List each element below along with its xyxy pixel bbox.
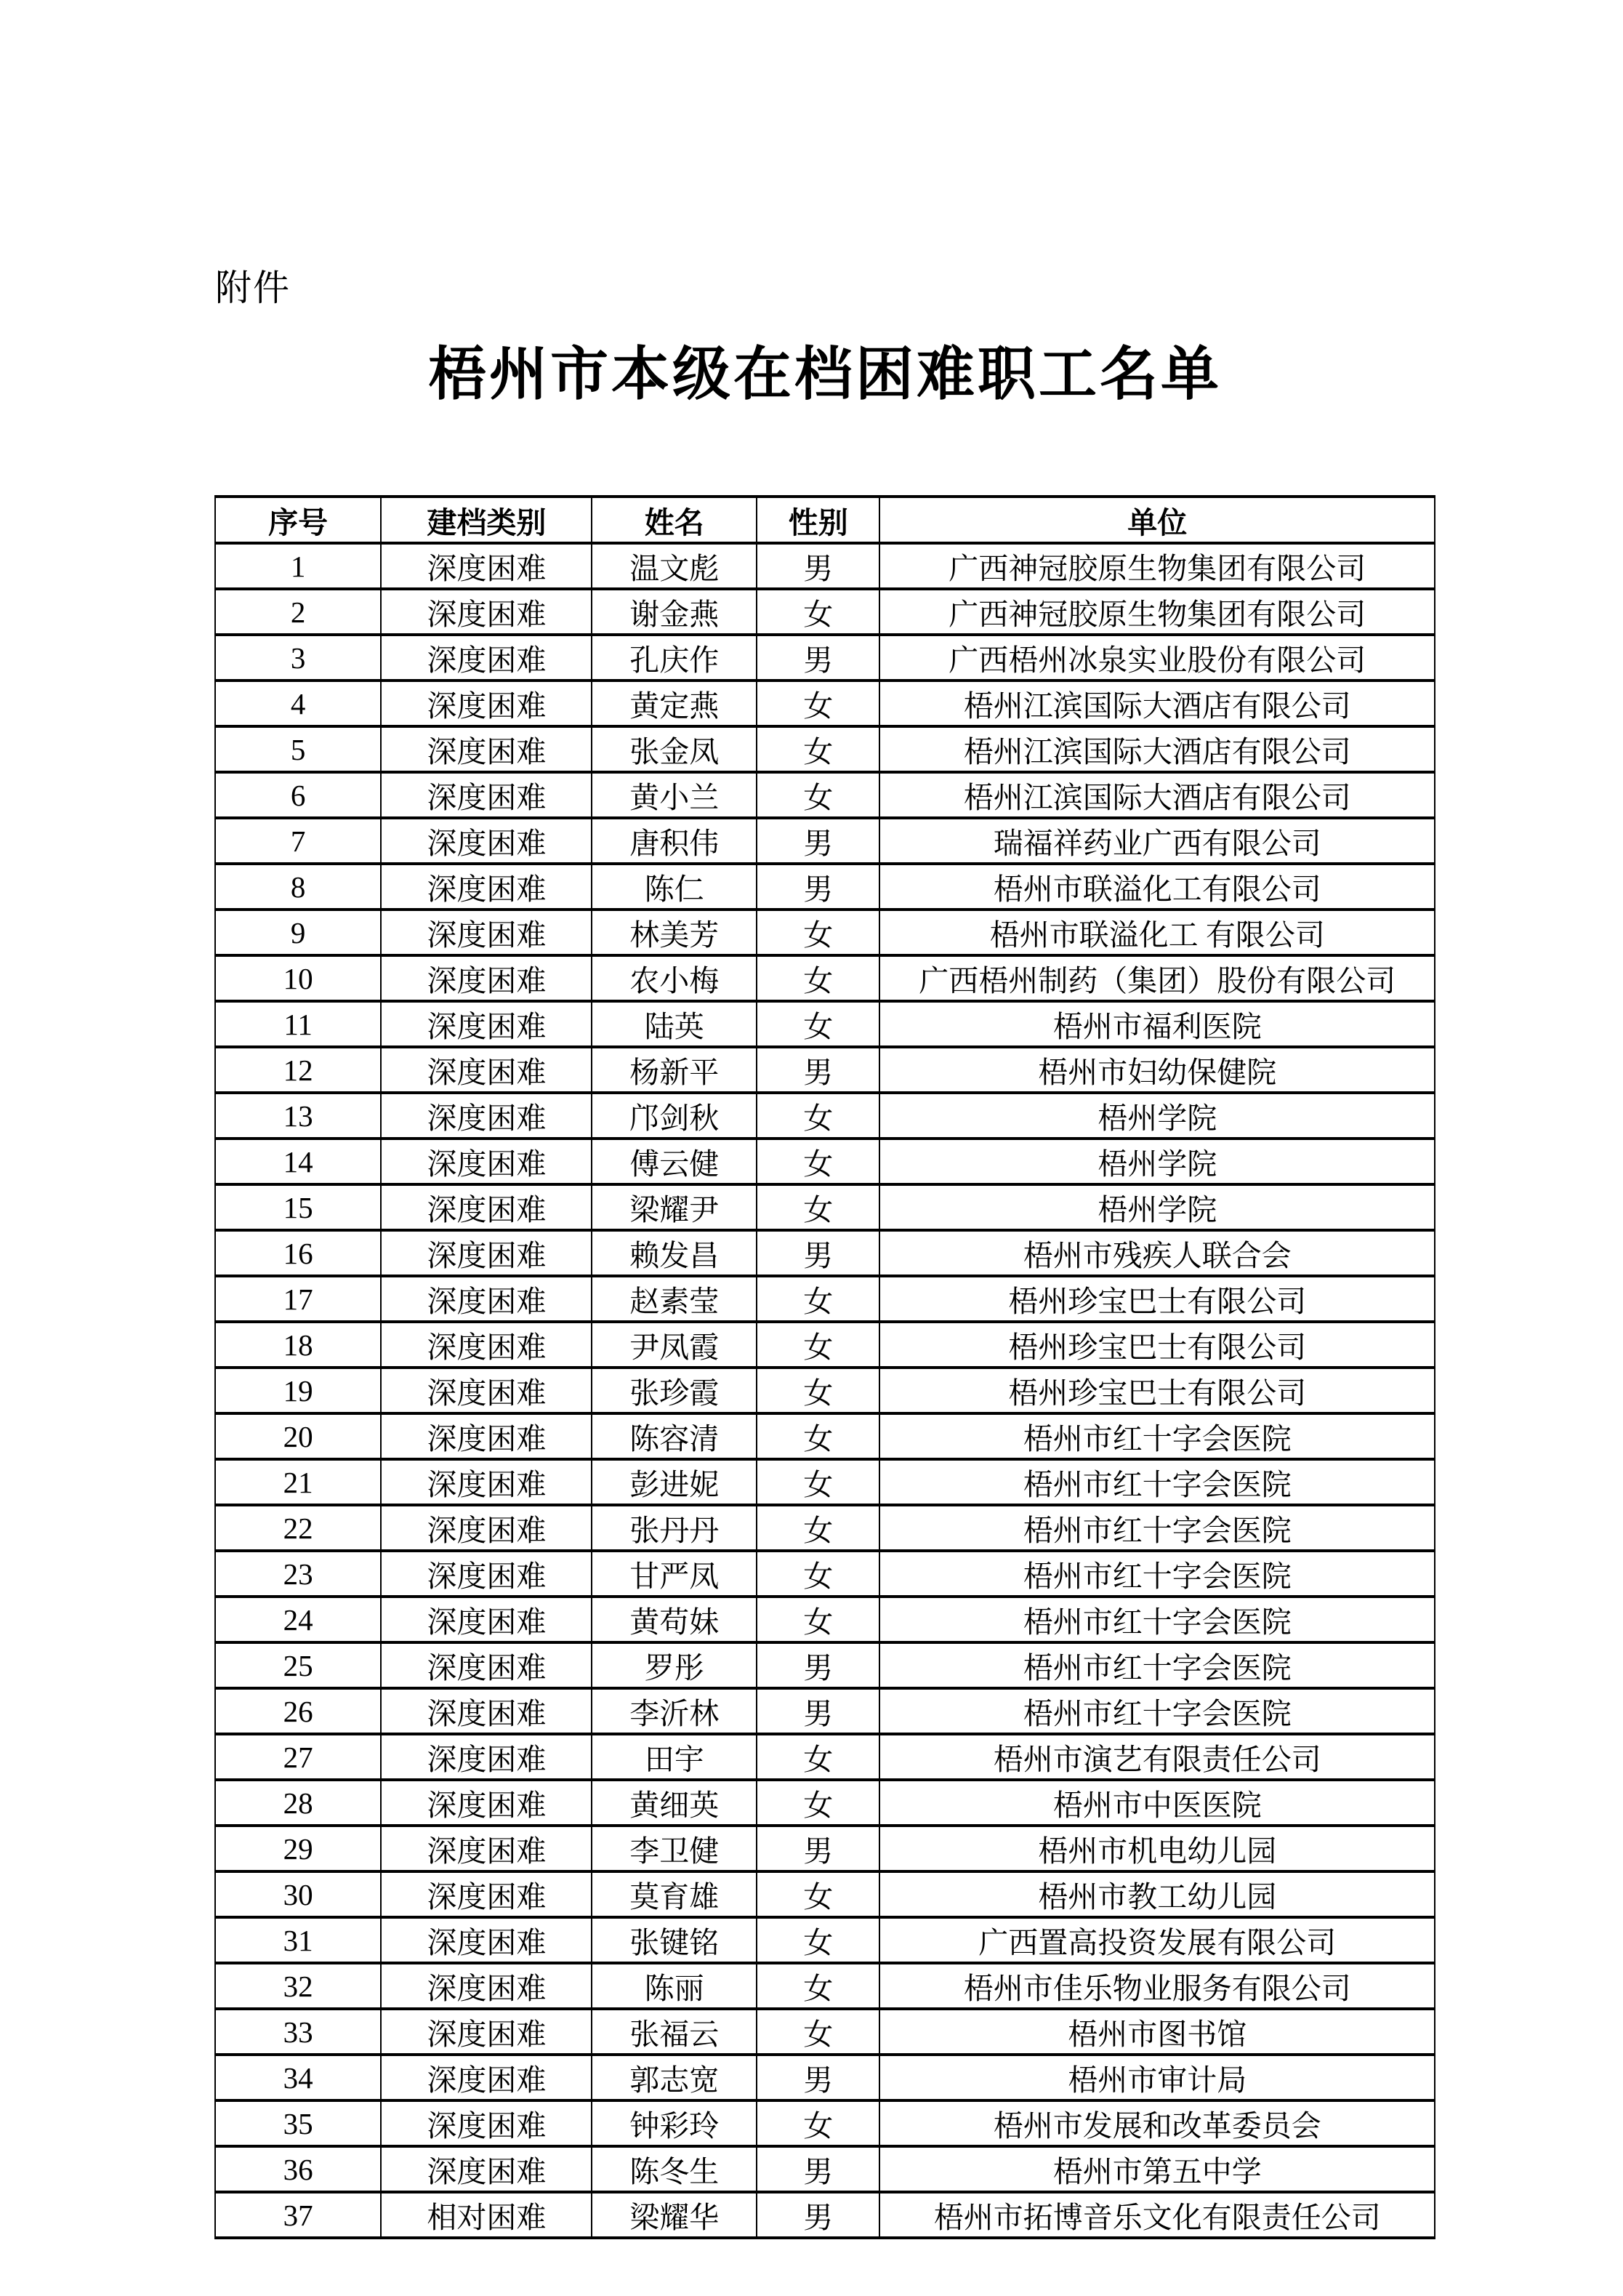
cell-no: 2 [215,589,381,635]
cell-category: 深度困难 [381,1230,592,1276]
cell-gender: 男 [757,2055,879,2100]
cell-unit: 梧州江滨国际大酒店有限公司 [879,772,1435,818]
cell-gender: 男 [757,2192,879,2238]
cell-gender: 男 [757,1047,879,1093]
cell-category: 深度困难 [381,2146,592,2192]
cell-no: 34 [215,2055,381,2100]
cell-name: 赵素莹 [592,1276,757,1322]
cell-gender: 女 [757,726,879,772]
cell-unit: 梧州市联溢化工有限公司 [879,864,1435,910]
cell-category: 深度困难 [381,1871,592,1917]
table-row [215,1230,1435,1276]
table-row [215,1184,1435,1230]
cell-category: 相对困难 [381,2192,592,2238]
cell-gender: 女 [757,1459,879,1505]
cell-no: 37 [215,2192,381,2238]
cell-name: 陈冬生 [592,2146,757,2192]
cell-no: 36 [215,2146,381,2192]
cell-no: 14 [215,1139,381,1184]
cell-no: 1 [215,543,381,589]
cell-no: 19 [215,1368,381,1413]
cell-name: 张金凤 [592,726,757,772]
cell-gender: 女 [757,955,879,1001]
cell-gender: 女 [757,772,879,818]
cell-no: 4 [215,681,381,726]
cell-name: 黄细英 [592,1780,757,1826]
cell-unit: 梧州市拓博音乐文化有限责任公司 [879,2192,1435,2238]
cell-unit: 梧州市中医医院 [879,1780,1435,1826]
cell-unit: 梧州市发展和改革委员会 [879,2100,1435,2146]
header-no: 序号 [215,497,381,543]
cell-gender: 女 [757,1505,879,1551]
cell-unit: 广西神冠胶原生物集团有限公司 [879,589,1435,635]
header-category: 建档类别 [381,497,592,543]
cell-name: 陈容清 [592,1413,757,1459]
cell-category: 深度困难 [381,818,592,864]
cell-name: 梁耀尹 [592,1184,757,1230]
header-unit: 单位 [879,497,1435,543]
cell-unit: 梧州珍宝巴士有限公司 [879,1368,1435,1413]
table-row [215,1688,1435,1734]
cell-unit: 广西神冠胶原生物集团有限公司 [879,543,1435,589]
cell-no: 23 [215,1551,381,1597]
cell-unit: 梧州市红十字会医院 [879,1413,1435,1459]
cell-gender: 女 [757,1780,879,1826]
cell-no: 17 [215,1276,381,1322]
cell-name: 李沂林 [592,1688,757,1734]
cell-no: 20 [215,1413,381,1459]
cell-name: 杨新平 [592,1047,757,1093]
table-row [215,1551,1435,1597]
cell-category: 深度困难 [381,2100,592,2146]
cell-category: 深度困难 [381,772,592,818]
cell-gender: 男 [757,635,879,681]
cell-no: 5 [215,726,381,772]
table-row [215,2055,1435,2100]
cell-category: 深度困难 [381,955,592,1001]
cell-name: 莫育雄 [592,1871,757,1917]
cell-name: 黄苟妹 [592,1597,757,1642]
cell-name: 梁耀华 [592,2192,757,2238]
table-row [215,1505,1435,1551]
cell-no: 18 [215,1322,381,1368]
cell-gender: 女 [757,2009,879,2055]
table-row [215,955,1435,1001]
cell-category: 深度困难 [381,1780,592,1826]
table-row [215,1826,1435,1871]
cell-no: 21 [215,1459,381,1505]
cell-name: 傅云健 [592,1139,757,1184]
cell-no: 6 [215,772,381,818]
cell-name: 黄小兰 [592,772,757,818]
table-row [215,635,1435,681]
cell-unit: 梧州市教工幼儿园 [879,1871,1435,1917]
cell-name: 温文彪 [592,543,757,589]
table-row [215,1322,1435,1368]
cell-gender: 女 [757,1917,879,1963]
cell-name: 孔庆作 [592,635,757,681]
cell-gender: 女 [757,1413,879,1459]
cell-gender: 女 [757,1001,879,1047]
cell-category: 深度困难 [381,1551,592,1597]
cell-no: 13 [215,1093,381,1139]
cell-unit: 梧州江滨国际大酒店有限公司 [879,681,1435,726]
cell-name: 张键铭 [592,1917,757,1963]
cell-name: 赖发昌 [592,1230,757,1276]
cell-unit: 梧州市红十字会医院 [879,1688,1435,1734]
cell-unit: 梧州市图书馆 [879,2009,1435,2055]
table-row [215,726,1435,772]
cell-gender: 男 [757,1230,879,1276]
cell-no: 12 [215,1047,381,1093]
cell-no: 11 [215,1001,381,1047]
cell-name: 李卫健 [592,1826,757,1871]
cell-no: 8 [215,864,381,910]
cell-name: 唐积伟 [592,818,757,864]
cell-gender: 女 [757,681,879,726]
cell-name: 张福云 [592,2009,757,2055]
cell-gender: 女 [757,1322,879,1368]
cell-name: 张丹丹 [592,1505,757,1551]
cell-no: 30 [215,1871,381,1917]
cell-no: 31 [215,1917,381,1963]
cell-gender: 女 [757,1368,879,1413]
cell-name: 郭志宽 [592,2055,757,2100]
cell-category: 深度困难 [381,864,592,910]
cell-category: 深度困难 [381,2055,592,2100]
cell-gender: 女 [757,589,879,635]
cell-no: 35 [215,2100,381,2146]
cell-gender: 女 [757,1597,879,1642]
table-row [215,2146,1435,2192]
cell-category: 深度困难 [381,1413,592,1459]
cell-category: 深度困难 [381,1047,592,1093]
cell-unit: 梧州学院 [879,1139,1435,1184]
cell-gender: 女 [757,1871,879,1917]
table-row [215,1917,1435,1963]
table-row [215,543,1435,589]
cell-name: 陆英 [592,1001,757,1047]
cell-no: 26 [215,1688,381,1734]
cell-gender: 男 [757,1642,879,1688]
cell-no: 7 [215,818,381,864]
cell-name: 黄定燕 [592,681,757,726]
cell-category: 深度困难 [381,1459,592,1505]
cell-category: 深度困难 [381,589,592,635]
cell-category: 深度困难 [381,1597,592,1642]
cell-unit: 梧州市佳乐物业服务有限公司 [879,1963,1435,2009]
attachment-label: 附件 [215,268,291,308]
cell-name: 陈丽 [592,1963,757,2009]
cell-gender: 女 [757,1093,879,1139]
cell-no: 28 [215,1780,381,1826]
cell-category: 深度困难 [381,1642,592,1688]
cell-name: 陈仁 [592,864,757,910]
table-row [215,1368,1435,1413]
table-row [215,1642,1435,1688]
cell-no: 9 [215,910,381,955]
cell-gender: 女 [757,1184,879,1230]
cell-no: 24 [215,1597,381,1642]
cell-category: 深度困难 [381,1001,592,1047]
cell-gender: 女 [757,910,879,955]
cell-category: 深度困难 [381,1276,592,1322]
table-row [215,1597,1435,1642]
cell-no: 22 [215,1505,381,1551]
table-row [215,1413,1435,1459]
cell-category: 深度困难 [381,910,592,955]
cell-unit: 瑞福祥药业广西有限公司 [879,818,1435,864]
cell-name: 罗彤 [592,1642,757,1688]
cell-unit: 梧州市妇幼保健院 [879,1047,1435,1093]
table-row [215,2009,1435,2055]
table-row [215,1276,1435,1322]
cell-unit: 梧州市红十字会医院 [879,1642,1435,1688]
cell-gender: 女 [757,1551,879,1597]
cell-name: 钟彩玲 [592,2100,757,2146]
workers-table [214,495,1435,2239]
table-row [215,818,1435,864]
cell-gender: 男 [757,543,879,589]
cell-gender: 男 [757,1688,879,1734]
cell-category: 深度困难 [381,1368,592,1413]
cell-category: 深度困难 [381,635,592,681]
table-row [215,772,1435,818]
header-row [215,497,1435,543]
cell-gender: 女 [757,1734,879,1780]
cell-name: 谢金燕 [592,589,757,635]
header-gender: 性别 [757,497,879,543]
cell-name: 彭进妮 [592,1459,757,1505]
cell-category: 深度困难 [381,681,592,726]
cell-no: 16 [215,1230,381,1276]
page-title: 梧州市本级在档困难职工名单 [428,343,1222,407]
cell-unit: 梧州珍宝巴士有限公司 [879,1322,1435,1368]
cell-unit: 梧州市红十字会医院 [879,1551,1435,1597]
cell-category: 深度困难 [381,543,592,589]
cell-unit: 梧州市联溢化工 有限公司 [879,910,1435,955]
cell-name: 甘严凤 [592,1551,757,1597]
table-row [215,1734,1435,1780]
cell-category: 深度困难 [381,1139,592,1184]
cell-category: 深度困难 [381,1826,592,1871]
cell-gender: 男 [757,864,879,910]
cell-unit: 梧州市红十字会医院 [879,1597,1435,1642]
table-row [215,681,1435,726]
cell-category: 深度困难 [381,726,592,772]
cell-no: 33 [215,2009,381,2055]
table-row [215,1871,1435,1917]
header-name: 姓名 [592,497,757,543]
cell-no: 32 [215,1963,381,2009]
table-row [215,1093,1435,1139]
cell-no: 3 [215,635,381,681]
cell-unit: 梧州市红十字会医院 [879,1505,1435,1551]
table-row [215,1001,1435,1047]
table-row [215,589,1435,635]
cell-unit: 梧州学院 [879,1093,1435,1139]
cell-name: 邝剑秋 [592,1093,757,1139]
table-row [215,1459,1435,1505]
cell-no: 27 [215,1734,381,1780]
cell-category: 深度困难 [381,1505,592,1551]
cell-gender: 女 [757,2100,879,2146]
table-row [215,1139,1435,1184]
cell-no: 29 [215,1826,381,1871]
cell-unit: 梧州市审计局 [879,2055,1435,2100]
table-row [215,1047,1435,1093]
cell-unit: 梧州市残疾人联合会 [879,1230,1435,1276]
table-row [215,2100,1435,2146]
cell-category: 深度困难 [381,1184,592,1230]
cell-name: 尹凤霞 [592,1322,757,1368]
cell-category: 深度困难 [381,1322,592,1368]
cell-no: 15 [215,1184,381,1230]
cell-unit: 梧州市红十字会医院 [879,1459,1435,1505]
cell-gender: 男 [757,2146,879,2192]
cell-category: 深度困难 [381,1093,592,1139]
table-row [215,1780,1435,1826]
cell-category: 深度困难 [381,1734,592,1780]
cell-unit: 广西梧州冰泉实业股份有限公司 [879,635,1435,681]
cell-no: 10 [215,955,381,1001]
cell-unit: 梧州市演艺有限责任公司 [879,1734,1435,1780]
cell-unit: 梧州学院 [879,1184,1435,1230]
cell-gender: 男 [757,1826,879,1871]
table-row [215,864,1435,910]
cell-unit: 梧州市机电幼儿园 [879,1826,1435,1871]
cell-unit: 广西置高投资发展有限公司 [879,1917,1435,1963]
cell-name: 张珍霞 [592,1368,757,1413]
cell-category: 深度困难 [381,1688,592,1734]
cell-unit: 广西梧州制药（集团）股份有限公司 [879,955,1435,1001]
cell-unit: 梧州江滨国际大酒店有限公司 [879,726,1435,772]
cell-category: 深度困难 [381,1917,592,1963]
cell-gender: 男 [757,818,879,864]
table-row [215,910,1435,955]
table-row [215,2192,1435,2238]
cell-name: 田宇 [592,1734,757,1780]
cell-gender: 女 [757,1276,879,1322]
cell-name: 林美芳 [592,910,757,955]
cell-gender: 女 [757,1963,879,2009]
cell-name: 农小梅 [592,955,757,1001]
cell-unit: 梧州市福利医院 [879,1001,1435,1047]
cell-gender: 女 [757,1139,879,1184]
cell-no: 25 [215,1642,381,1688]
cell-category: 深度困难 [381,1963,592,2009]
table-row [215,1963,1435,2009]
cell-category: 深度困难 [381,2009,592,2055]
cell-unit: 梧州珍宝巴士有限公司 [879,1276,1435,1322]
cell-unit: 梧州市第五中学 [879,2146,1435,2192]
